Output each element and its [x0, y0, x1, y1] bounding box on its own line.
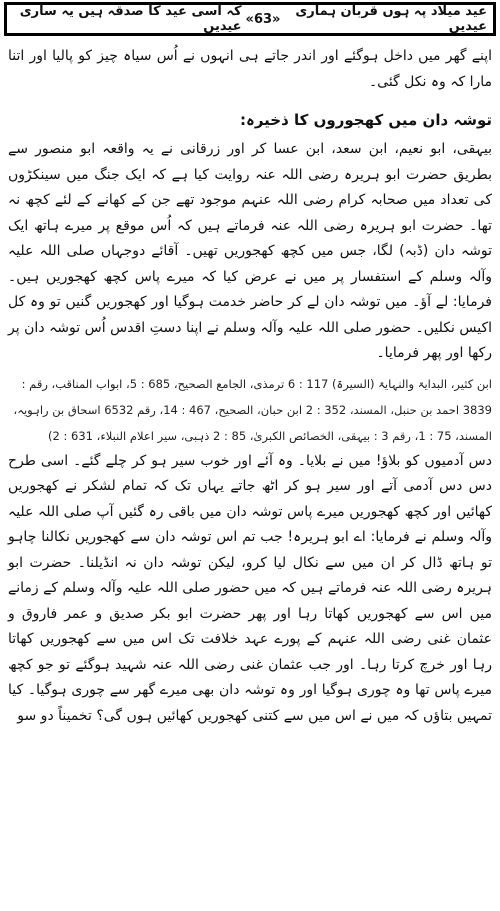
- page-header: [4, 2, 496, 36]
- opening-paragraph: اپنے گھر میں داخل ہوگئے اور اندر جاتے ہی انہوں نے اُس سیاہ چیز کو پالیا اور اتنا مارا کہ وہ نکل گئی۔: [8, 48, 492, 90]
- page-body: [8, 44, 492, 729]
- page-number: «63»: [245, 11, 281, 27]
- reference-line: ابن کثیر، البدایۃ والنہایۃ (السیرۃ) 117 : 6 ترمذی، الجامع الصحیح، 685 : 5، ابواب المناقب، رقم :: [21, 376, 492, 391]
- references-block: [8, 371, 492, 449]
- section-heading: توشہ دان میں کھجوروں کا ذخیرہ:: [240, 111, 492, 129]
- reference-line: المسند، 75 : 1، رقم 3 : بیہقی، الخصائص الکبریٰ، 85 : 2 ذہبی، سیر اعلام النبلاء، 631 : 2): [48, 428, 492, 443]
- reference-line: 3839 احمد بن حنبل، المسند، 352 : 2 ابن حبان، الصحیح، 467 : 14، رقم 6532 اسحاق بن راہویہ،: [13, 402, 492, 417]
- header-right-title: عید میلاد پہ ہوں قربان ہماری عیدیں: [295, 4, 487, 34]
- closing-paragraph: دس آدمیوں کو بلاؤ! میں نے بلایا۔ وہ آئے اور خوب سیر ہو کر چلے گئے۔ اسی طرح دس دس آدمی آتے اور سیر ہو کر اٹھ جاتے یہاں تک کہ تمام لشکر نے کھجوریں کھائیں اور کچھ کھجوریں میرے پاس توشہ دان میں باقی رہ گئیں آپ صلی اللہ علیہ وآلہ وسلم نے فرمایا: اے ابو ہریرہ! جب تم اس توشہ دان سے کھجوریں نکالنا چاہو تو ہاتھ ڈال کر ان میں سے نکال لیا کرو، لیکن توشہ دان نہ انڈیلنا۔ حضرت ابو ہریرہ رضی اللہ عنہ فرماتے ہیں کہ میں حضور صلی اللہ علیہ وآلہ وسلم کے زمانے میں اس سے کھجوریں کھاتا رہا اور پھر حضرت ابو بکر صدیق و عمر فاروق و عثمان غنی رضی اللہ عنہم کے پورے عہد خلافت تک اس میں سے کھجوریں کھاتا رہا اور خرچ کرتا رہا۔ اور جب عثمان غنی رضی اللہ عنہ شہید ہوگئے تو جو کچھ میرے پاس تھا وہ چوری ہوگیا اور وہ توشہ دان بھی میرے گھر سے چوری ہوگیا۔ کیا تمہیں بتاؤں کہ میں نے اس میں سے کتنی کھجوریں کھائیں ہوں گی؟ تخمیناً دو سو: [8, 452, 492, 724]
- header-left-title: کہ اسی عید کا صدقہ ہیں یہ ساری عیدیں: [19, 4, 242, 34]
- section-paragraph: بیہقی، ابو نعیم، ابن سعد، ابن عسا کر اور زرقانی نے یہ واقعہ ابو منصور سے بطریق حضرت ابو ہریرہ رضی اللہ عنہ روایت کیا ہے کہ ایک جنگ میں سینکڑوں کی تعداد میں صحابہ کرام رضی اللہ عنہم موجود تھے جن کے کھانے کے لئے کچھ نہ تھا۔ حضرت ابو ہریرہ رضی اللہ عنہ فرماتے ہیں کہ اُس موقع پر میرے ہاتھ ایک توشہ دان (ڈبہ) لگا، جس میں کچھ کھجوریں تھیں۔ آقائے دوجہاں صلی اللہ علیہ وآلہ وسلم کے استفسار پر میں نے عرض کیا کہ میرے پاس کچھ کھجوریں ہیں۔ فرمایا: لے آؤ۔ میں توشہ دان لے کر حاضر خدمت ہوگیا اور کھجوریں گنیں تو وہ کل اکیس نکلیں۔ حضور صلی اللہ علیہ وآلہ وسلم نے اپنا دستِ اقدس اُس توشہ دان پر رکھا اور پھر فرمایا۔: [8, 141, 492, 361]
